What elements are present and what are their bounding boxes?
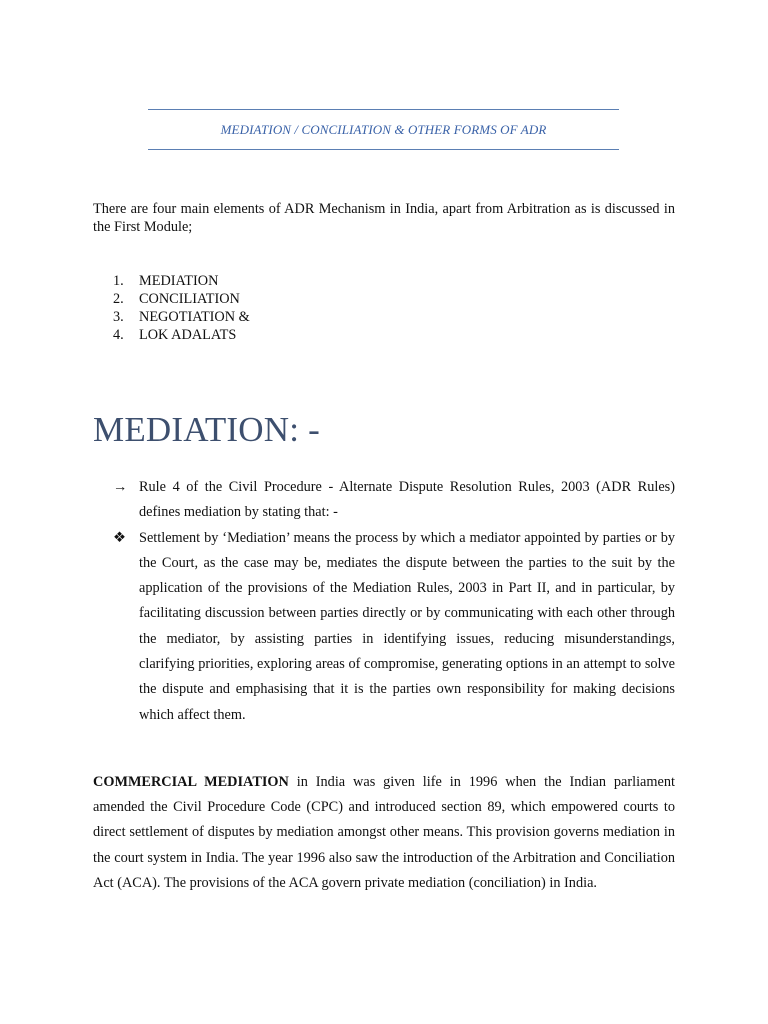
header-rule-top [148, 109, 619, 110]
bullet-text: Settlement by ‘Mediation’ means the process by which a mediator appointed by parties or by the Court, as the case may be, mediates the dispute between the parties to the suit by the application of the provisions of the Mediation Rules, 2003 in Part II, and in particular, by facilitating discussion between parties directly or by communicating with each other through the mediator, by assisting parties in identifying issues, reducing misunderstandings, clarifying priorities, exploring areas of compromise, generating options in an attempt to solve the dispute and emphasising that it is the parties own responsibility for making decisions which affect them. [139, 529, 675, 723]
intro-paragraph: There are four main elements of ADR Mechanism in India, apart from Arbitration as is discussed in the First Module; [93, 201, 675, 235]
right-arrow-icon: → [113, 479, 128, 495]
list-label: CONCILIATION [139, 291, 240, 307]
bullet-text: Rule 4 of the Civil Procedure - Alternate Dispute Resolution Rules, 2003 (ADR Rules) defines mediation by stating that: - [139, 479, 675, 521]
running-title: MEDIATION / CONCILIATION & OTHER FORMS OF ADR [220, 122, 547, 137]
list-number: 2. [113, 291, 124, 307]
list-number: 1. [113, 273, 124, 289]
list-item [113, 326, 250, 344]
diamond-bullet-icon: ❖ [113, 529, 126, 546]
list-label: MEDIATION [139, 273, 219, 289]
list-item [113, 308, 250, 326]
list-item [113, 290, 250, 308]
commercial-lead: COMMERCIAL MEDIATION [93, 774, 289, 790]
header-rule-bottom [148, 149, 619, 150]
list-label: LOK ADALATS [139, 327, 237, 343]
list-number: 4. [113, 327, 124, 343]
commercial-text: in India was given life in 1996 when the Indian parliament amended the Civil Procedure Code (CPC) and introduced section 89, which empowered courts to direct settlement of disputes by mediation amongst other means. This provision governs mediation in the court system in India. The year 1996 also saw the introduction of the Arbitration and Conciliation Act (ACA). The provisions of the ACA govern private mediation (conciliation) in India. [93, 774, 675, 891]
commercial-mediation-paragraph [93, 770, 675, 896]
bullet-item [113, 526, 675, 728]
list-number: 3. [113, 309, 124, 325]
list-label: NEGOTIATION & [139, 309, 250, 325]
adr-elements-list [113, 272, 250, 344]
bullet-item [113, 475, 675, 526]
section-heading: MEDIATION: - [93, 410, 320, 449]
mediation-definition [113, 475, 675, 728]
list-item [113, 272, 250, 290]
